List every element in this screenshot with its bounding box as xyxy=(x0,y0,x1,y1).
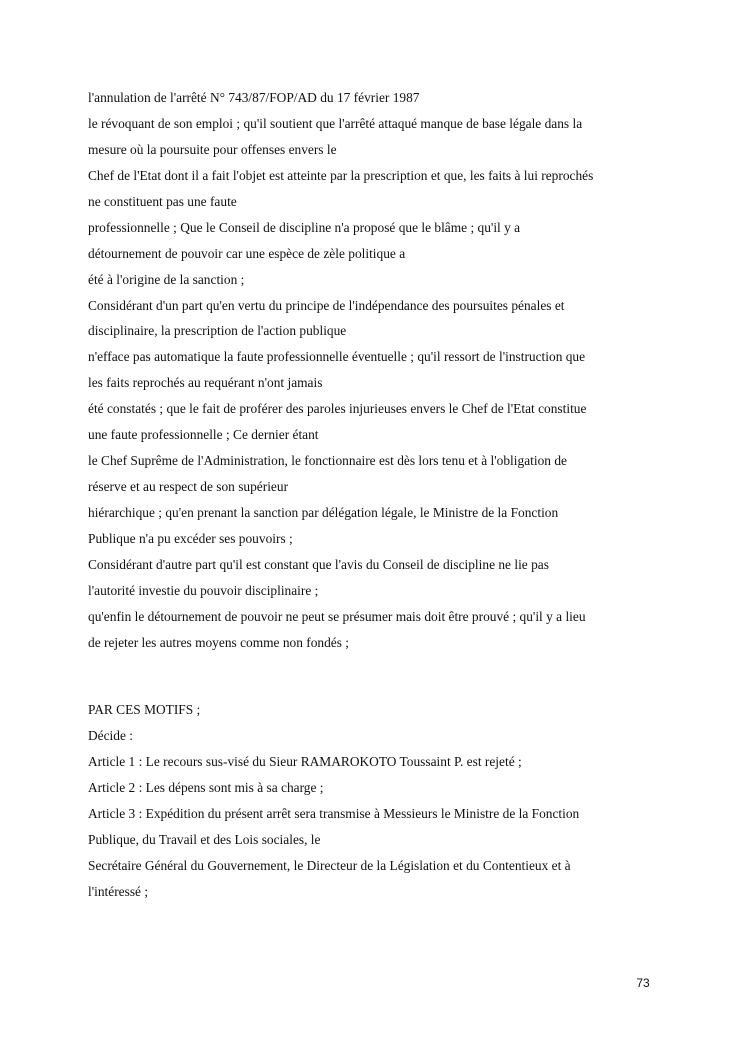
body-line: qu'enfin le détournement de pouvoir ne peut se présumer mais doit être prouvé ; qu'il y a lieu xyxy=(88,608,586,624)
body-line: Considérant d'autre part qu'il est constant que l'avis du Conseil de discipline ne lie pas xyxy=(88,556,549,572)
body-line: hiérarchique ; qu'en prenant la sanction par délégation légale, le Ministre de la Fonction xyxy=(88,505,559,520)
body-line: de rejeter les autres moyens comme non fondés ; xyxy=(88,634,350,650)
body-line: Publique n'a pu excéder ses pouvoirs ; xyxy=(88,530,293,546)
body-line: n'efface pas automatique la faute professionnelle éventuelle ; qu'il ressort de l'instruction que xyxy=(88,349,586,365)
body-line: mesure où la poursuite pour offenses envers le xyxy=(88,141,337,157)
body-line: une faute professionnelle ; Ce dernier étant xyxy=(88,427,319,443)
body-line: les faits reprochés au requérant n'ont jamais xyxy=(88,375,323,391)
body-line: détournement de pouvoir car une espèce de zèle politique a xyxy=(88,245,406,261)
body-line: Considérant d'un part qu'en vertu du principe de l'indépendance des poursuites pénales et xyxy=(88,297,565,313)
decision-line: Décide : xyxy=(88,727,133,743)
article-line: l'intéressé ; xyxy=(88,883,149,899)
judgment-body xyxy=(88,85,668,656)
page-number: 73 xyxy=(636,976,650,990)
body-line: réserve et au respect de son supérieur xyxy=(88,479,289,495)
body-line: disciplinaire, la prescription de l'action publique xyxy=(88,323,347,339)
body-line: l'annulation de l'arrêté N° 743/87/FOP/AD du 17 février 1987 xyxy=(88,90,420,105)
body-line: été constatés ; que le fait de proférer des paroles injurieuses envers le Chef de l'Etat constitue xyxy=(88,401,587,417)
decision-section xyxy=(88,697,668,905)
article-line: Article 2 : Les dépens sont mis à sa charge ; xyxy=(88,779,324,795)
article-line: Article 1 : Le recours sus-visé du Sieur RAMAROKOTO Toussaint P. est rejeté ; xyxy=(88,753,522,769)
body-line: professionnelle ; Que le Conseil de discipline n'a proposé que le blâme ; qu'il y a xyxy=(88,219,521,235)
body-line: ne constituent pas une faute xyxy=(88,193,237,209)
article-line: Publique, du Travail et des Lois sociales, le xyxy=(88,831,321,847)
body-line: été à l'origine de la sanction ; xyxy=(88,271,245,287)
article-line: Secrétaire Général du Gouvernement, le Directeur de la Législation et du Contentieux et à xyxy=(88,857,571,873)
body-line: Chef de l'Etat dont il a fait l'objet est atteinte par la prescription et que, les faits à lui reprochés xyxy=(88,167,594,183)
article-line: Article 3 : Expédition du présent arrêt sera transmise à Messieurs le Ministre de la Fonction xyxy=(88,805,580,821)
body-line: le révoquant de son emploi ; qu'il soutient que l'arrêté attaqué manque de base légale dans la xyxy=(88,115,583,131)
decision-heading: PAR CES MOTIFS ; xyxy=(88,702,201,717)
body-line: le Chef Suprême de l'Administration, le fonctionnaire est dès lors tenu et à l'obligation de xyxy=(88,453,567,469)
body-line: l'autorité investie du pouvoir disciplinaire ; xyxy=(88,582,319,598)
